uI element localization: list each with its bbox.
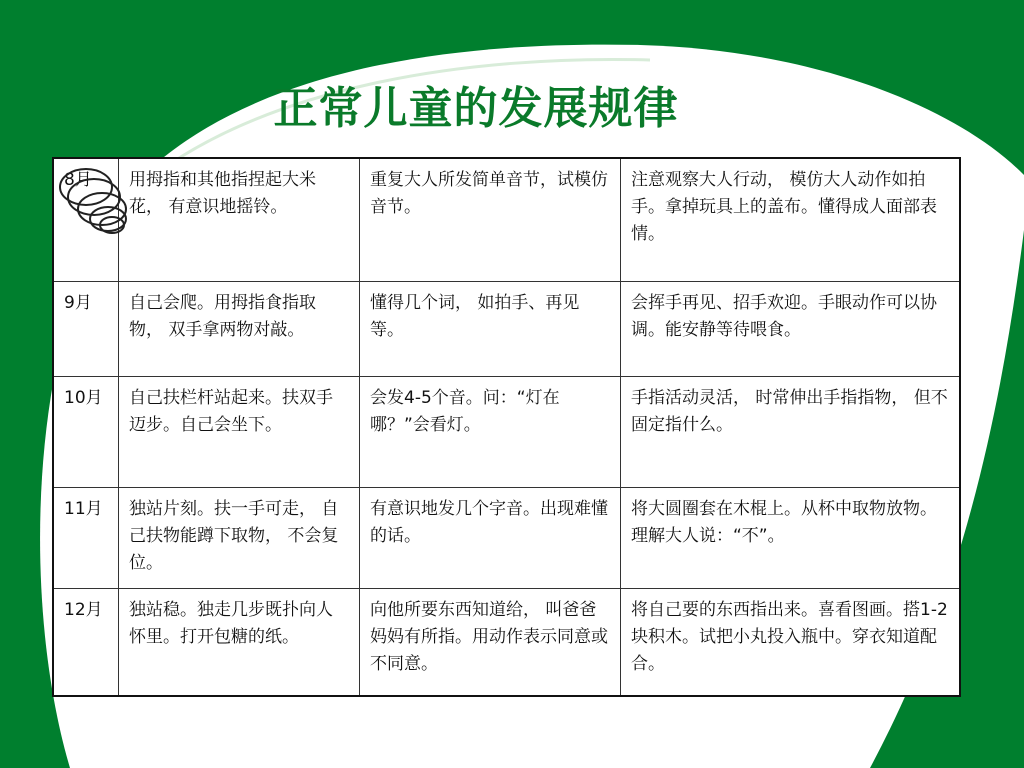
motor-cell: 用拇指和其他指捏起大米花， 有意识地摇铃。 <box>119 158 360 282</box>
social-cell: 将大圆圈套在木棍上。从杯中取物放物。理解大人说：“不”。 <box>621 488 961 589</box>
rings-decoration-icon <box>56 163 146 241</box>
table-row <box>53 488 960 589</box>
social-cell: 将自己要的东西指出来。喜看图画。搭1-2块积木。试把小丸投入瓶中。穿衣知道配合。 <box>621 589 961 697</box>
month-cell: 8月 <box>53 158 119 282</box>
table-row <box>53 282 960 377</box>
month-cell: 10月 <box>53 377 119 488</box>
social-cell: 会挥手再见、招手欢迎。手眼动作可以协调。能安静等待喂食。 <box>621 282 961 377</box>
language-cell: 向他所要东西知道给， 叫爸爸妈妈有所指。用动作表示同意或不同意。 <box>360 589 621 697</box>
motor-cell: 独站稳。独走几步既扑向人怀里。打开包糖的纸。 <box>119 589 360 697</box>
language-cell: 懂得几个词， 如拍手、再见等。 <box>360 282 621 377</box>
motor-cell: 自己扶栏杆站起来。扶双手迈步。自己会坐下。 <box>119 377 360 488</box>
social-cell: 手指活动灵活， 时常伸出手指指物， 但不固定指什么。 <box>621 377 961 488</box>
social-cell: 注意观察大人行动， 模仿大人动作如拍手。拿掉玩具上的盖布。懂得成人面部表情。 <box>621 158 961 282</box>
page-title: 正常儿童的发展规律 <box>273 83 679 134</box>
month-cell: 11月 <box>53 488 119 589</box>
language-cell: 有意识地发几个字音。出现难懂的话。 <box>360 488 621 589</box>
month-cell: 9月 <box>53 282 119 377</box>
motor-cell: 独站片刻。扶一手可走， 自己扶物能蹲下取物， 不会复位。 <box>119 488 360 589</box>
development-table <box>52 157 961 697</box>
table-row <box>53 377 960 488</box>
motor-cell: 自己会爬。用拇指食指取物， 双手拿两物对敲。 <box>119 282 360 377</box>
table-row <box>53 158 960 282</box>
language-cell: 重复大人所发简单音节，试模仿音节。 <box>360 158 621 282</box>
table-row <box>53 589 960 697</box>
month-cell: 12月 <box>53 589 119 697</box>
language-cell: 会发4-5个音。问：“灯在哪？”会看灯。 <box>360 377 621 488</box>
